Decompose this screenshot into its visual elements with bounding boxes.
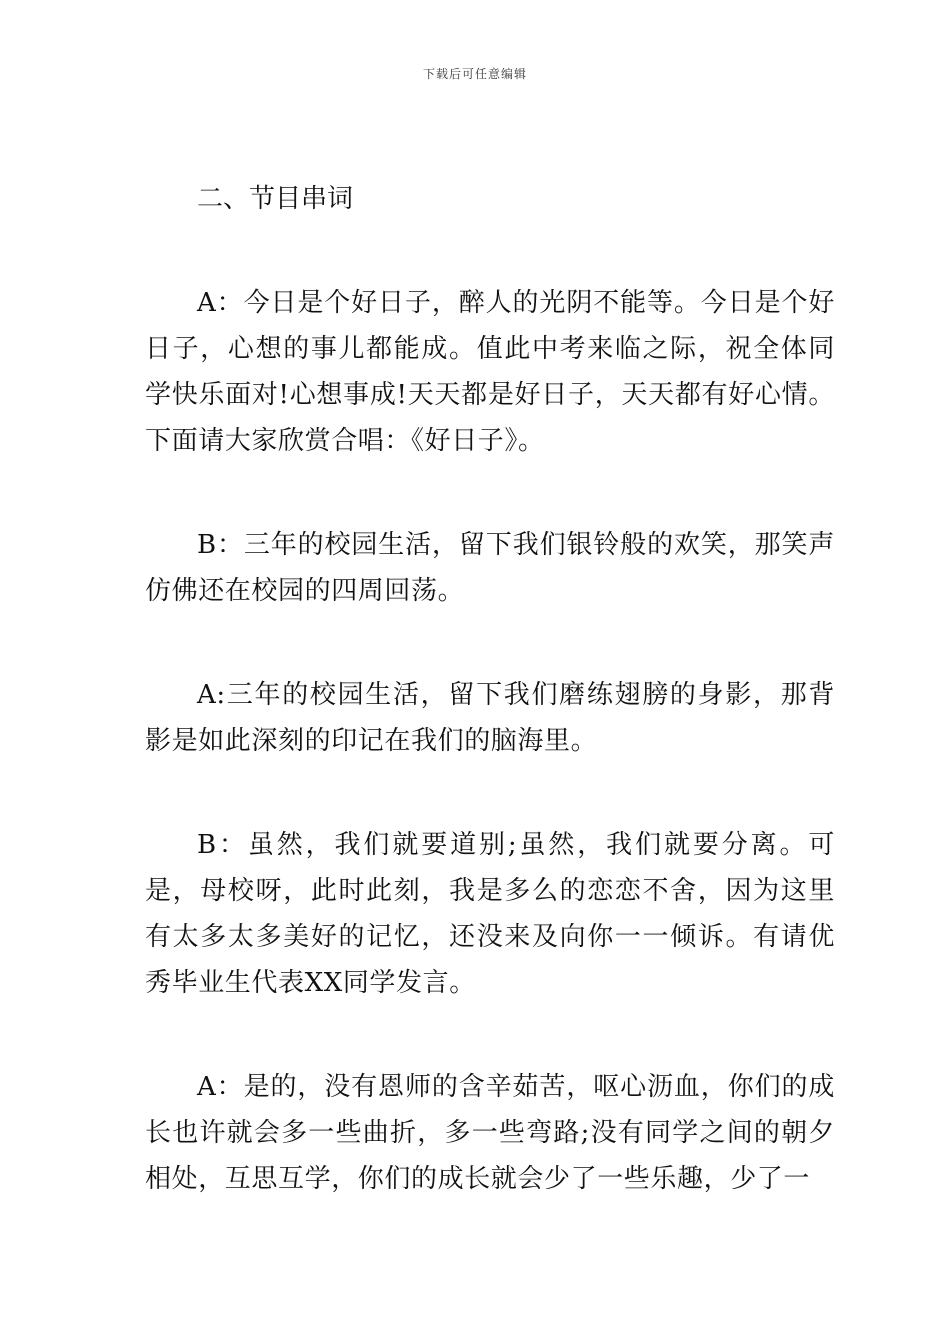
paragraph-5: A：是的，没有恩师的含辛茹苦，呕心沥血，你们的成长也许就会多一些曲折，多一些弯路;没有同学之间的朝夕相处，互思互学，你们的成长就会少了一些乐趣，少了一 xyxy=(145,1072,835,1194)
section-heading: 二、节目串词 xyxy=(197,184,354,214)
paragraph-4: B：虽然，我们就要道别;虽然，我们就要分离。可是，母校呀，此时此刻，我是多么的恋恋不舍，因为这里有太多太多美好的记忆，还没来及向你一一倾诉。有请优秀毕业生代表XX同学发言。 xyxy=(145,830,835,998)
page-header: 下载后可任意编辑 xyxy=(422,67,527,81)
paragraph-1: A：今日是个好日子，醉人的光阴不能等。今日是个好日子，心想的事儿都能成。值此中考来临之际，祝全体同学快乐面对!心想事成!天天都是好日子，天天都有好心情。下面请大家欣赏合唱：《好日子》。 xyxy=(145,288,835,456)
paragraph-2: B：三年的校园生活，留下我们银铃般的欢笑，那笑声仿佛还在校园的四周回荡。 xyxy=(145,530,835,606)
paragraph-3: A:三年的校园生活，留下我们磨练翅膀的身影，那背影是如此深刻的印记在我们的脑海里。 xyxy=(145,680,835,756)
document-body xyxy=(145,176,835,1260)
